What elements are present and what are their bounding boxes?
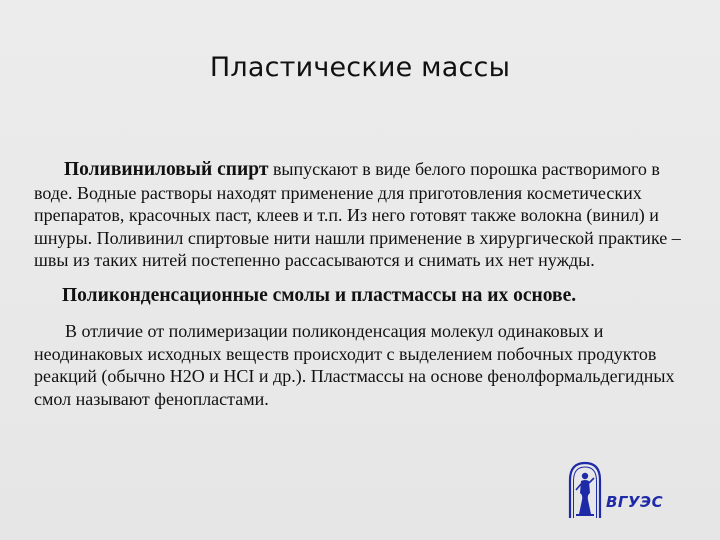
- university-emblem-icon: [567, 460, 677, 520]
- slide-body: [34, 158, 684, 410]
- paragraph-polyvinyl-alcohol: [34, 158, 684, 272]
- logo-text: ВГУЭС: [606, 493, 664, 511]
- paragraph-text: выпускают в виде белого порошка растворимого в воде. Водные растворы находят применение для приготовления косметических препаратов, красочных паст, клеев и т.п. Из него готовят также волокна (винил) и шнуры. Поливинил спиртовые нити нашли применение в хирургической практике – швы из таких нитей постепенно рассасываются и снимать их нет нужды.: [34, 159, 681, 271]
- slide-title: Пластические массы: [209, 52, 511, 83]
- section-heading: [34, 283, 684, 308]
- section-heading-text: Поликонденсационные смолы и пластмассы на их основе.: [62, 284, 577, 306]
- paragraph-text: В отличие от полимеризации поликонденсация молекул одинаковых и неодинаковых исходных веществ происходит с выделением побочных продуктов реакций (обычно Н2О и НСI и др.). Пластмассы на основе фенолформальдегидных смол называют фенопластами.: [34, 320, 675, 409]
- paragraph-polycondensation: [34, 320, 684, 410]
- paragraph-lead-term: Поливиниловый спирт: [64, 159, 269, 180]
